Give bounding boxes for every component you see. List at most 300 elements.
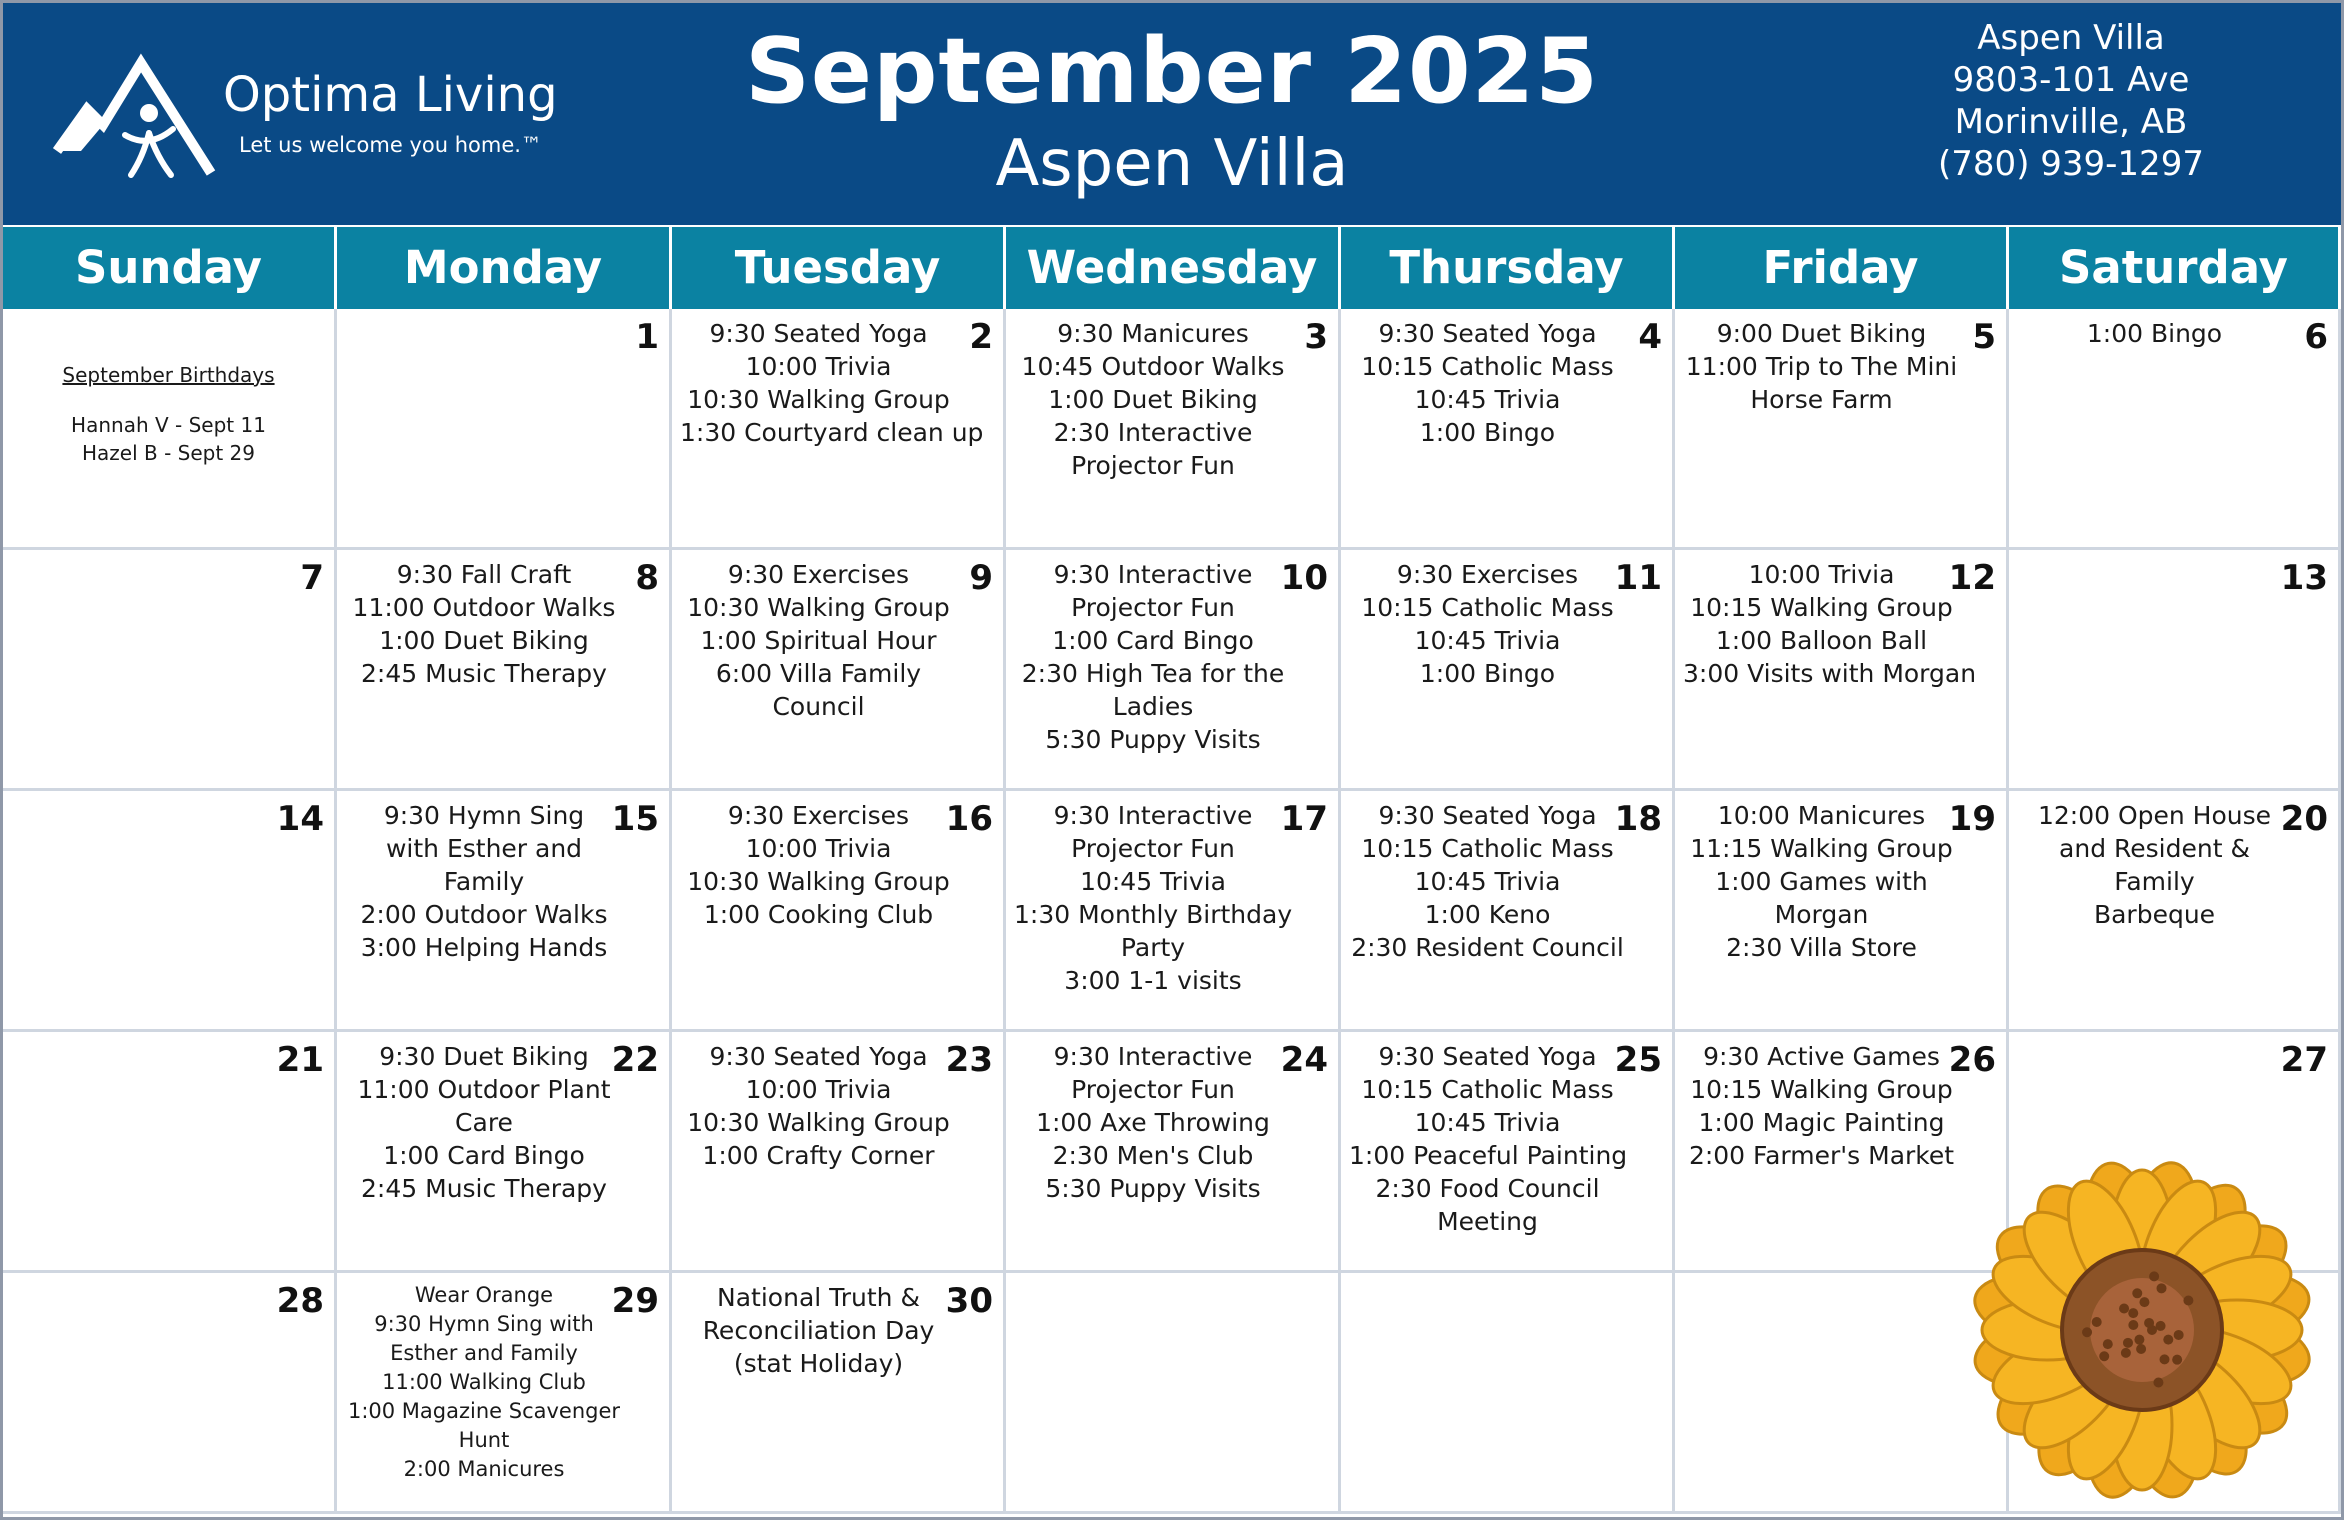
- event-text: 3:00 Helping Hands: [360, 933, 608, 962]
- event-list: [1014, 558, 1292, 756]
- day-cell: [672, 791, 1006, 1032]
- event-item: [1683, 624, 1960, 657]
- event-item: [1349, 657, 1626, 690]
- sunflower-seed: [2149, 1271, 2159, 1281]
- logo-tagline: Let us welcome you home.™: [239, 133, 542, 157]
- day-cell: [1006, 791, 1341, 1032]
- event-list: [345, 1281, 623, 1484]
- event-list: [1014, 1040, 1292, 1205]
- day-cell: [1341, 550, 1675, 791]
- weekday-thursday: Thursday: [1341, 227, 1672, 309]
- event-text: 9:30 Interactive: [1053, 560, 1253, 589]
- event-text: 10:00 Trivia: [1748, 560, 1895, 589]
- sunflower-seed: [2172, 1355, 2182, 1365]
- event-text: Care: [455, 1108, 513, 1137]
- sunflower-seed: [2136, 1344, 2146, 1354]
- event-text: 9:30 Active Games: [1703, 1042, 1940, 1071]
- event-text: 1:00 Keno: [1424, 900, 1551, 929]
- day-number: 30: [945, 1281, 993, 1321]
- day-cell: [1675, 791, 2009, 1032]
- event-text: 10:15 Catholic Mass: [1361, 834, 1614, 863]
- event-text: 10:45 Trivia: [1414, 385, 1561, 414]
- day-cell: [1006, 1032, 1341, 1273]
- event-text: Reconciliation Day: [702, 1316, 935, 1345]
- event-text: Projector Fun: [1071, 834, 1235, 863]
- day-number: 17: [1280, 799, 1328, 839]
- day-cell: [3, 1273, 337, 1514]
- event-item: [1014, 558, 1292, 624]
- event-text: 1:30 Courtyard clean up: [680, 418, 984, 447]
- day-number: 4: [1638, 317, 1662, 357]
- event-text: 10:30 Walking Group: [687, 1108, 950, 1137]
- event-text: 10:45 Trivia: [1414, 1108, 1561, 1137]
- event-item: [2017, 317, 2292, 350]
- location-subtitle: Aspen Villa: [995, 127, 1349, 201]
- event-item: [1014, 799, 1292, 865]
- address-line: Morinville, AB: [1954, 102, 2188, 142]
- event-text: Esther and Family: [390, 1341, 578, 1365]
- event-list: [1014, 799, 1292, 997]
- event-text: 2:00 Manicures: [403, 1457, 565, 1481]
- event-text: Wear Orange: [414, 1283, 554, 1307]
- event-text: 1:00 Magic Painting: [1698, 1108, 1945, 1137]
- event-text: Party: [1120, 933, 1186, 962]
- day-number: 28: [276, 1281, 324, 1321]
- event-list: [680, 1040, 957, 1172]
- day-cell: [1006, 550, 1341, 791]
- event-text: Morgan: [1774, 900, 1869, 929]
- event-text: 3:00 1-1 visits: [1064, 966, 1242, 995]
- event-item: [345, 898, 623, 931]
- day-number: 20: [2280, 799, 2328, 839]
- event-text: 1:00 Cooking Club: [703, 900, 934, 929]
- day-cell: [672, 550, 1006, 791]
- event-item: [1014, 657, 1292, 723]
- event-item: [1683, 350, 1960, 416]
- event-item: [1014, 964, 1292, 997]
- event-text: 3:00 Visits with Morgan: [1683, 659, 1977, 688]
- event-text: 10:00 Trivia: [745, 1075, 892, 1104]
- event-list: [345, 558, 623, 690]
- event-text: 1:00 Duet Biking: [379, 626, 589, 655]
- event-item: [1349, 383, 1626, 416]
- event-list: [1683, 799, 1960, 964]
- day-cell: [2009, 791, 2341, 1032]
- day-number: 19: [1948, 799, 1996, 839]
- birthdays-title: September Birthdays: [62, 363, 275, 387]
- event-item: [1349, 416, 1626, 449]
- event-text: 9:30 Exercises: [1396, 560, 1579, 589]
- phone-number: (780) 939-1297: [1938, 144, 2204, 184]
- month-title: September 2025: [745, 19, 1599, 124]
- address-block: [1921, 17, 2221, 185]
- event-text: 10:45 Trivia: [1414, 626, 1561, 655]
- day-number: 11: [1614, 558, 1662, 598]
- event-text: 1:00 Spiritual Hour: [700, 626, 937, 655]
- day-cell: [672, 1032, 1006, 1273]
- day-number: 12: [1948, 558, 1996, 598]
- event-item: [680, 1139, 957, 1172]
- event-item: [1349, 1106, 1626, 1139]
- event-text: 1:00 Games with: [1715, 867, 1928, 896]
- event-text: 1:00 Peaceful Painting: [1349, 1141, 1628, 1170]
- event-text: 2:00 Farmer's Market: [1688, 1141, 1955, 1170]
- event-item: [1349, 931, 1626, 964]
- event-text: 1:00 Axe Throwing: [1036, 1108, 1270, 1137]
- event-text: Projector Fun: [1071, 451, 1235, 480]
- day-cell: [1006, 1273, 1341, 1514]
- event-list: [345, 1040, 623, 1205]
- event-text: 1:00 Card Bingo: [1052, 626, 1254, 655]
- event-text: 2:00 Outdoor Walks: [360, 900, 608, 929]
- event-text: (stat Holiday): [733, 1349, 904, 1378]
- day-cell: [1675, 309, 2009, 550]
- event-text: 10:45 Trivia: [1414, 867, 1561, 896]
- event-item: [680, 416, 984, 449]
- event-list: [680, 799, 957, 931]
- event-item: [680, 799, 957, 832]
- event-text: Meeting: [1437, 1207, 1538, 1236]
- event-item: [345, 1368, 623, 1397]
- day-number: 5: [1972, 317, 1996, 357]
- sunflower-seed: [2160, 1354, 2170, 1364]
- event-item: [1014, 1139, 1292, 1172]
- event-item: [680, 558, 957, 591]
- event-item: [1014, 865, 1292, 898]
- day-number: 18: [1614, 799, 1662, 839]
- event-item: [345, 931, 623, 964]
- sunflower-seed: [2144, 1318, 2154, 1328]
- event-text: 10:30 Walking Group: [687, 867, 950, 896]
- event-text: 10:30 Walking Group: [687, 385, 950, 414]
- day-cell: [3, 550, 337, 791]
- event-item: [1683, 1040, 1960, 1073]
- sunflower-seed: [2134, 1335, 2144, 1345]
- weekday-monday: Monday: [337, 227, 669, 309]
- event-text: 6:00 Villa Family: [715, 659, 922, 688]
- event-text: Ladies: [1112, 692, 1194, 721]
- event-item: [680, 317, 957, 350]
- day-cell: [337, 550, 672, 791]
- event-text: National Truth &: [717, 1283, 920, 1312]
- event-text: with Esther and: [385, 834, 583, 863]
- event-item: [1014, 383, 1292, 416]
- event-text: 9:30 Exercises: [727, 801, 910, 830]
- day-cell: [1675, 550, 2009, 791]
- event-list: [1349, 317, 1626, 449]
- event-item: [345, 1397, 623, 1455]
- event-item: [1683, 657, 1977, 690]
- birthday-name: Hazel B - Sept 29: [81, 441, 255, 465]
- event-item: [1683, 931, 1960, 964]
- event-item: [680, 865, 957, 898]
- event-item: [345, 1455, 623, 1484]
- event-item: [1349, 1073, 1626, 1106]
- event-item: [680, 383, 957, 416]
- event-item: [1683, 1139, 1960, 1172]
- day-number: 7: [300, 558, 324, 598]
- event-text: 10:00 Trivia: [745, 352, 892, 381]
- event-text: 11:00 Outdoor Plant: [357, 1075, 611, 1104]
- event-text: 11:00 Trip to The Mini: [1685, 352, 1958, 381]
- event-item: [1349, 898, 1626, 931]
- event-text: Hunt: [458, 1428, 510, 1452]
- sunflower-seed: [2157, 1283, 2167, 1293]
- event-text: 2:45 Music Therapy: [361, 659, 607, 688]
- event-item: [680, 624, 957, 657]
- event-text: 9:00 Duet Biking: [1716, 319, 1927, 348]
- day-cell: [2009, 309, 2341, 550]
- birthday-name: Hannah V - Sept 11: [71, 413, 266, 437]
- sunflower-seed: [2119, 1303, 2129, 1313]
- day-cell: [1341, 1273, 1675, 1514]
- weekday-wednesday: Wednesday: [1006, 227, 1338, 309]
- event-text: 1:00 Magazine Scavenger: [347, 1399, 621, 1423]
- day-number: 6: [2304, 317, 2328, 357]
- day-cell: [672, 1273, 1006, 1514]
- event-text: 9:30 Seated Yoga: [1378, 801, 1597, 830]
- day-number: 2: [969, 317, 993, 357]
- event-item: [1349, 865, 1626, 898]
- event-item: [345, 558, 623, 591]
- day-cell: [1341, 791, 1675, 1032]
- event-item: [680, 1040, 957, 1073]
- event-item: [680, 1281, 957, 1380]
- event-text: 11:00 Outdoor Walks: [352, 593, 616, 622]
- event-text: 2:45 Music Therapy: [361, 1174, 607, 1203]
- sunflower-seed: [2121, 1348, 2131, 1358]
- event-item: [1349, 832, 1626, 865]
- weekday-header-row: [3, 227, 2341, 309]
- day-number: 22: [611, 1040, 659, 1080]
- event-text: 9:30 Fall Craft: [396, 560, 572, 589]
- event-text: Projector Fun: [1071, 593, 1235, 622]
- day-number: 26: [1948, 1040, 1996, 1080]
- event-item: [1683, 832, 1960, 865]
- logo-name: Optima Living: [223, 67, 558, 123]
- day-number: 1: [635, 317, 659, 357]
- event-list: [345, 799, 623, 964]
- event-list: [1014, 317, 1292, 482]
- event-text: 10:15 Catholic Mass: [1361, 1075, 1614, 1104]
- event-item: [1014, 1106, 1292, 1139]
- event-item: [1014, 350, 1292, 383]
- event-text: 9:30 Interactive: [1053, 1042, 1253, 1071]
- event-text: 9:30 Exercises: [727, 560, 910, 589]
- event-text: 9:30 Seated Yoga: [1378, 1042, 1597, 1071]
- event-item: [1014, 317, 1292, 350]
- event-item: [680, 1106, 957, 1139]
- event-text: 2:30 Men's Club: [1052, 1141, 1254, 1170]
- event-item: [680, 591, 957, 624]
- day-cell: [337, 309, 672, 550]
- day-cell: [3, 791, 337, 1032]
- day-number: 15: [611, 799, 659, 839]
- event-text: 9:30 Seated Yoga: [1378, 319, 1597, 348]
- sunflower-seed: [2163, 1335, 2173, 1345]
- event-text: 1:00 Crafty Corner: [702, 1141, 935, 1170]
- event-text: 11:00 Walking Club: [382, 1370, 586, 1394]
- event-text: 9:30 Duet Biking: [379, 1042, 589, 1071]
- event-text: 9:30 Seated Yoga: [709, 1042, 928, 1071]
- event-item: [1349, 624, 1626, 657]
- address-line: Aspen Villa: [1977, 18, 2165, 58]
- calendar-header: [3, 3, 2341, 225]
- event-item: [345, 591, 623, 624]
- event-text: Projector Fun: [1071, 1075, 1235, 1104]
- event-item: [1349, 1172, 1626, 1238]
- day-number: 9: [969, 558, 993, 598]
- event-text: 2:30 Interactive: [1053, 418, 1253, 447]
- day-number: 16: [945, 799, 993, 839]
- day-cell: [337, 1273, 672, 1514]
- day-number: 8: [635, 558, 659, 598]
- event-text: 1:00 Card Bingo: [383, 1141, 585, 1170]
- day-number: 27: [2280, 1040, 2328, 1080]
- event-text: 10:30 Walking Group: [687, 593, 950, 622]
- event-text: 1:00 Bingo: [1419, 418, 1556, 447]
- event-text: 2:30 High Tea for the: [1021, 659, 1285, 688]
- day-number: 25: [1614, 1040, 1662, 1080]
- event-text: 9:30 Hymn Sing with: [374, 1312, 594, 1336]
- event-item: [1014, 723, 1292, 756]
- event-text: 5:30 Puppy Visits: [1045, 1174, 1261, 1203]
- event-item: [1014, 416, 1292, 482]
- event-text: 1:00 Bingo: [2086, 319, 2223, 348]
- event-text: 9:30 Manicures: [1057, 319, 1249, 348]
- event-item: [345, 657, 623, 690]
- event-item: [345, 1139, 623, 1172]
- event-list: [2017, 799, 2292, 931]
- day-number: 13: [2280, 558, 2328, 598]
- event-item: [1349, 558, 1626, 591]
- event-list: [1349, 1040, 1626, 1238]
- event-item: [345, 1310, 623, 1368]
- event-text: 11:15 Walking Group: [1690, 834, 1953, 863]
- day-cell: [3, 1032, 337, 1273]
- sunflower-seed: [2156, 1321, 2166, 1331]
- event-text: 9:30 Interactive: [1053, 801, 1253, 830]
- weekday-saturday: Saturday: [2009, 227, 2338, 309]
- day-number: 23: [945, 1040, 993, 1080]
- event-item: [1014, 898, 1292, 964]
- event-item: [1683, 591, 1960, 624]
- event-list: [1349, 558, 1626, 690]
- event-text: 1:00 Duet Biking: [1048, 385, 1258, 414]
- sunflower-seed: [2174, 1330, 2184, 1340]
- day-cell: [1341, 309, 1675, 550]
- event-text: 1:30 Monthly Birthday: [1014, 900, 1293, 929]
- event-text: 9:30 Seated Yoga: [709, 319, 928, 348]
- event-item: [1683, 865, 1960, 931]
- event-item: [345, 1281, 623, 1310]
- event-text: 9:30 Hymn Sing: [383, 801, 585, 830]
- event-text: 1:00 Bingo: [1419, 659, 1556, 688]
- event-item: [345, 624, 623, 657]
- event-item: [345, 799, 623, 898]
- event-item: [680, 350, 957, 383]
- sunflower-seed: [2132, 1288, 2142, 1298]
- event-list: [680, 1281, 957, 1380]
- sunflower-seed: [2139, 1297, 2149, 1307]
- event-item: [345, 1172, 623, 1205]
- sunflower-seed: [2128, 1320, 2138, 1330]
- event-text: and Resident &: [2059, 834, 2250, 863]
- event-item: [345, 1040, 623, 1073]
- event-text: 12:00 Open House: [2037, 801, 2272, 830]
- event-item: [1349, 799, 1626, 832]
- event-item: [680, 898, 957, 931]
- event-text: 2:30 Villa Store: [1726, 933, 1917, 962]
- event-item: [1683, 317, 1960, 350]
- event-item: [680, 657, 957, 723]
- event-item: [1349, 1040, 1626, 1073]
- weekday-friday: Friday: [1675, 227, 2006, 309]
- event-item: [680, 832, 957, 865]
- event-item: [680, 1073, 957, 1106]
- event-text: 10:45 Trivia: [1080, 867, 1226, 896]
- event-text: Family: [2114, 867, 2195, 896]
- event-list: [1683, 1040, 1960, 1172]
- event-item: [1349, 317, 1626, 350]
- day-number: 21: [276, 1040, 324, 1080]
- event-text: Family: [443, 867, 525, 896]
- event-item: [1014, 1172, 1292, 1205]
- event-item: [1683, 799, 1960, 832]
- event-list: [2017, 317, 2292, 350]
- address-line: 9803-101 Ave: [1952, 60, 2190, 100]
- event-item: [345, 1073, 623, 1139]
- event-item: [2017, 799, 2292, 931]
- event-text: 10:15 Catholic Mass: [1361, 352, 1614, 381]
- sunflower-seed: [2092, 1317, 2102, 1327]
- event-text: Horse Farm: [1750, 385, 1893, 414]
- day-cell: [1006, 309, 1341, 550]
- weekday-tuesday: Tuesday: [672, 227, 1003, 309]
- event-item: [1349, 591, 1626, 624]
- event-text: 2:30 Food Council: [1375, 1174, 1600, 1203]
- event-text: 1:00 Balloon Ball: [1715, 626, 1928, 655]
- event-text: 10:15 Walking Group: [1690, 593, 1953, 622]
- day-number: 29: [611, 1281, 659, 1321]
- event-item: [1683, 558, 1960, 591]
- day-cell: [2009, 550, 2341, 791]
- event-item: [1349, 1139, 1626, 1172]
- event-list: [680, 317, 984, 449]
- event-item: [1683, 1106, 1960, 1139]
- birthdays-box: [3, 361, 334, 467]
- event-text: 10:00 Manicures: [1717, 801, 1926, 830]
- event-text: Barbeque: [2093, 900, 2216, 929]
- event-text: 5:30 Puppy Visits: [1045, 725, 1261, 754]
- event-text: 10:15 Catholic Mass: [1361, 593, 1614, 622]
- event-item: [1349, 350, 1626, 383]
- day-cell: [337, 791, 672, 1032]
- sunflower-seed: [2153, 1377, 2163, 1387]
- event-list: [1349, 799, 1626, 964]
- sunflower-seed: [2099, 1351, 2109, 1361]
- day-number: 24: [1280, 1040, 1328, 1080]
- event-item: [1014, 1040, 1292, 1106]
- day-number: 3: [1304, 317, 1328, 357]
- sunflower-seed: [2082, 1327, 2092, 1337]
- event-list: [1683, 317, 1960, 416]
- sunflower-seed: [2128, 1308, 2138, 1318]
- sunflower-seed: [2103, 1339, 2113, 1349]
- sunflower-seed: [2183, 1295, 2193, 1305]
- event-item: [1683, 1073, 1960, 1106]
- event-item: [1014, 624, 1292, 657]
